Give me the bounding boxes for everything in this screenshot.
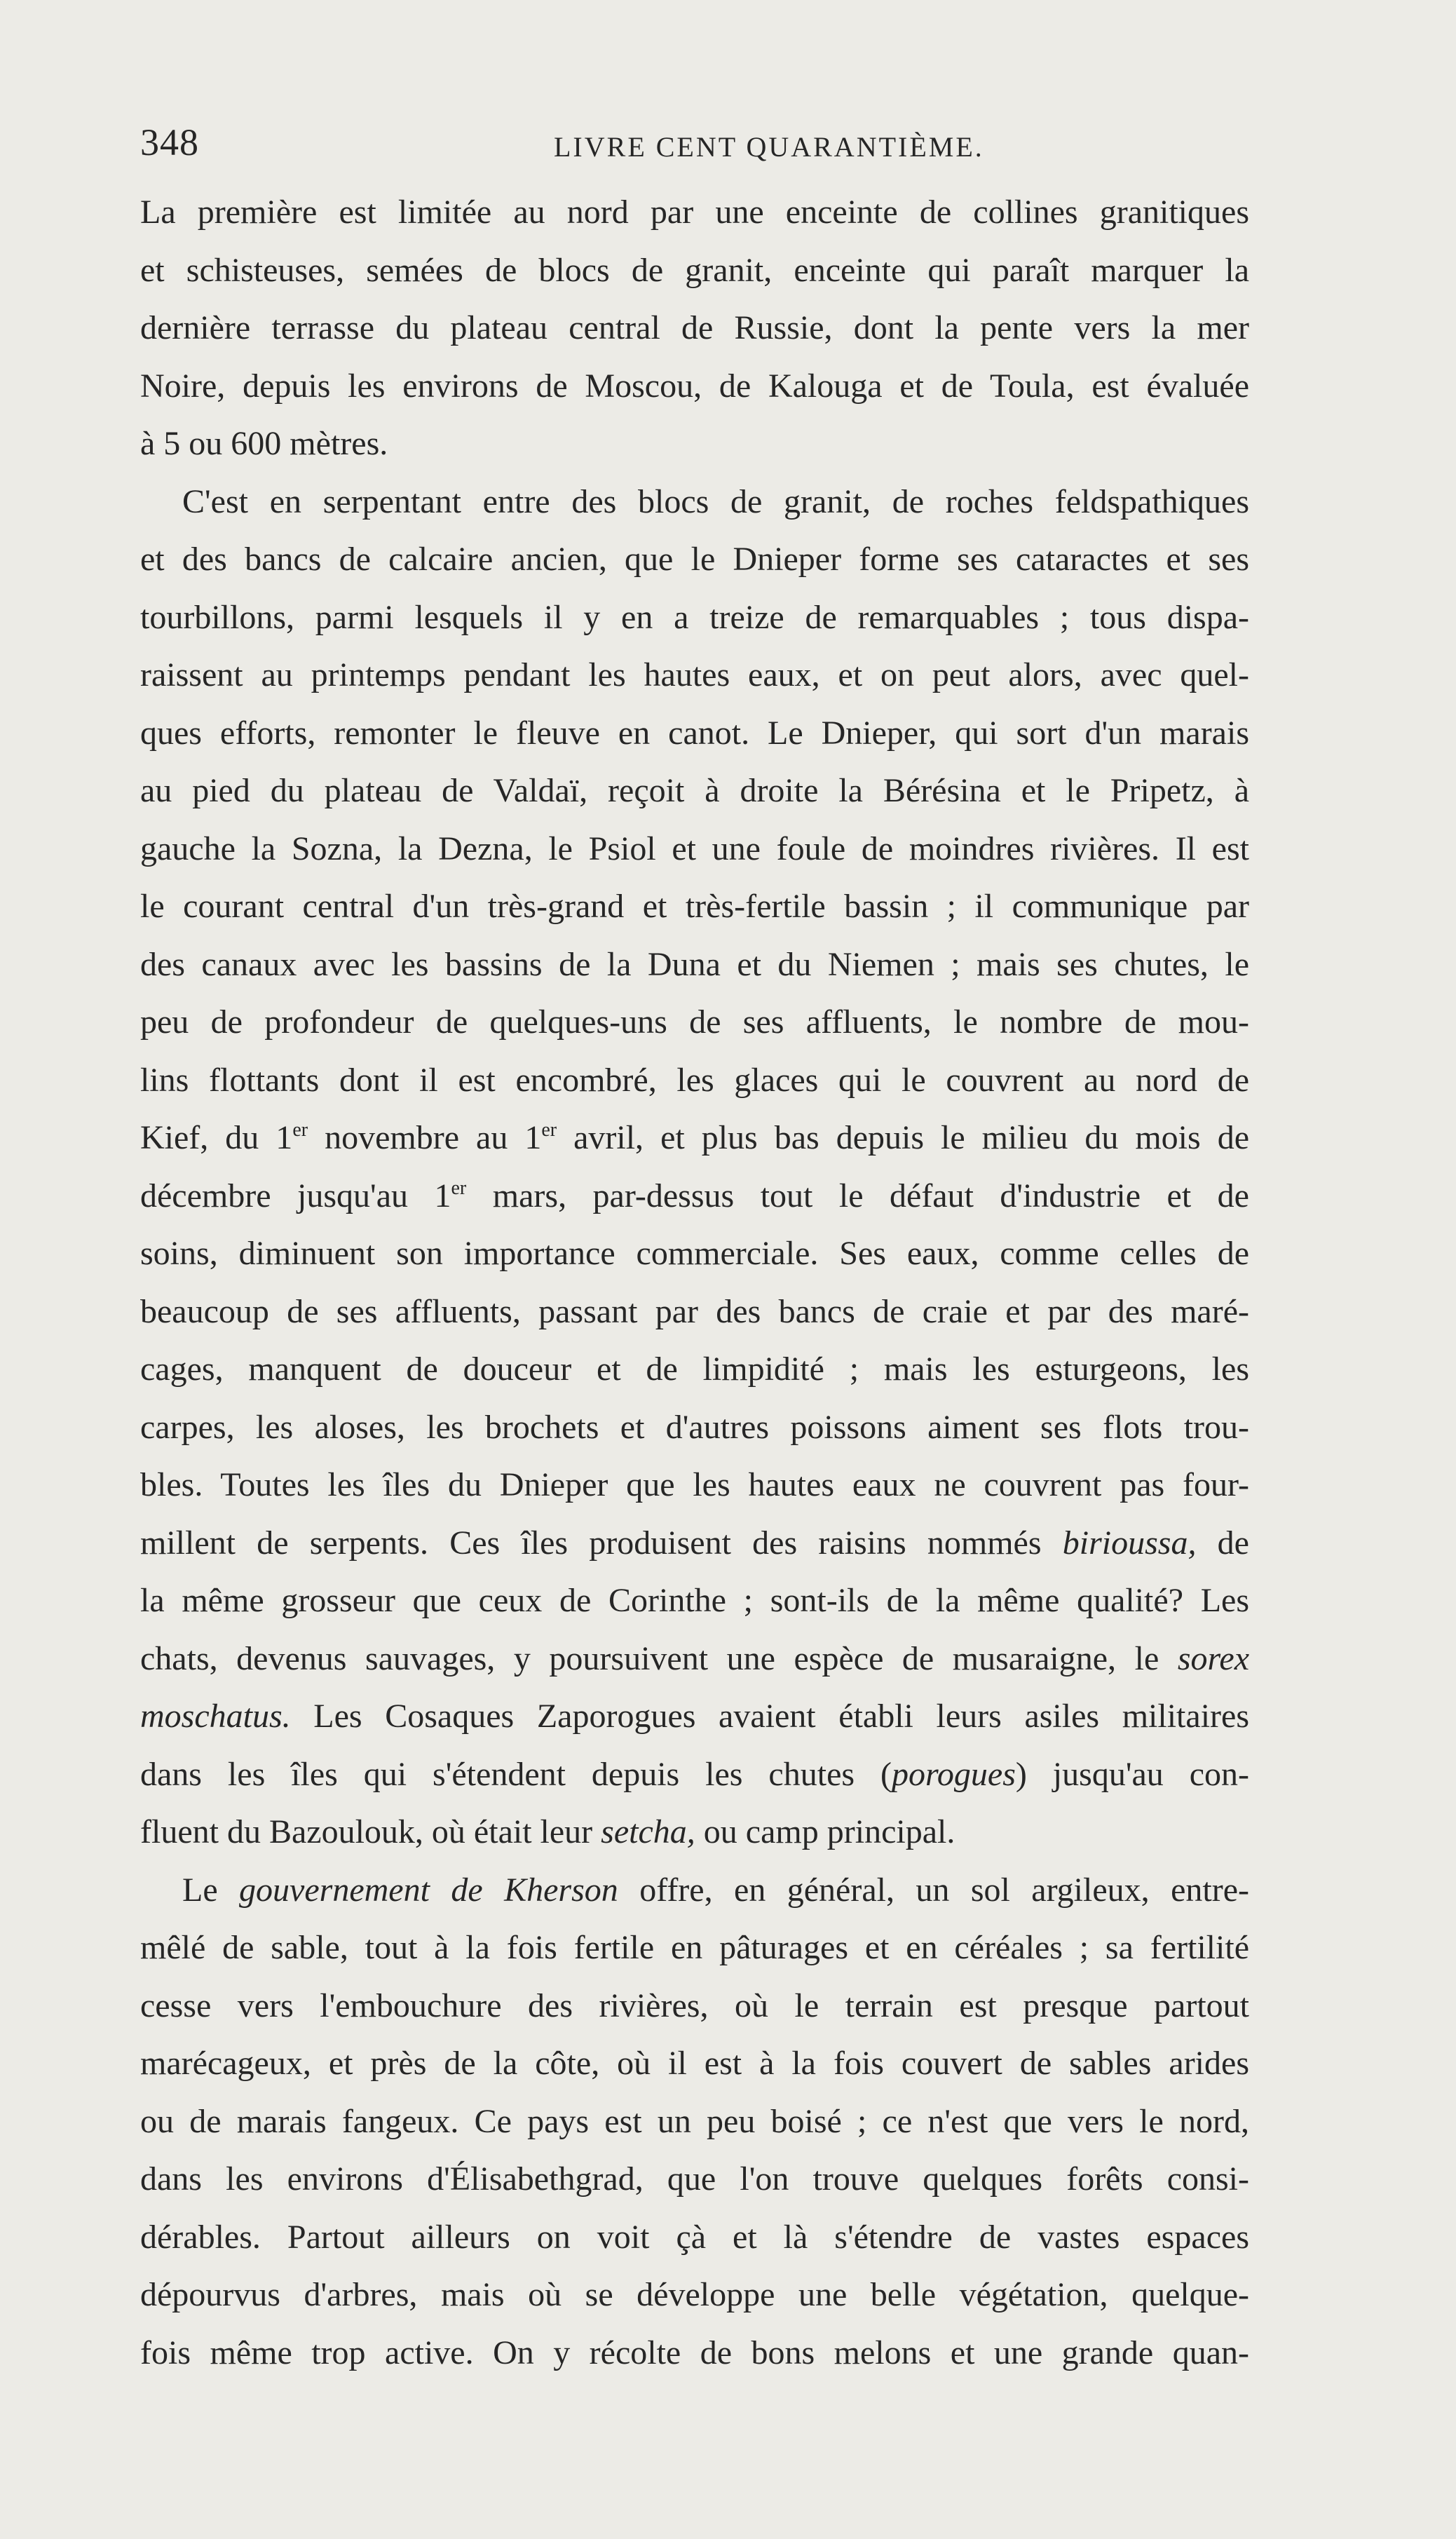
text-line: La première est limitée au nord par une enceinte de collines granitiques [140,194,1249,231]
text-line: cages, manquent de douceur et de limpidité ; mais les esturgeons, les [140,1350,1249,1388]
text-line: lins flottants dont il est encombré, les glaces qui le couvrent au nord de [140,1061,1249,1099]
text-line: gauche la Sozna, la Dezna, le Psiol et une foule de moindres rivières. Il est [140,830,1249,867]
italic-term: setcha, [601,1813,695,1850]
running-head: LIVRE CENT QUARANTIÈME. [554,131,984,163]
text-line [140,1167,1249,1226]
text-line: dernière terrasse du plateau central de Russie, dont la pente vers la mer [140,309,1249,346]
page-header [140,121,1248,170]
text-segment: Le [182,1871,240,1909]
text-line: ques efforts, remonter le fleuve en canot. Le Dnieper, qui sort d'un marais [140,714,1249,752]
body-text [140,184,1249,2382]
text-line: dépourvus d'arbres, mais où se développe une belle végétation, quelque- [140,2276,1249,2313]
text-line: ou de marais fangeux. Ce pays est un peu boisé ; ce n'est que vers le nord, [140,2102,1249,2140]
text-segment: millent de serpents. Ces îles produisent des raisins nommés [140,1524,1063,1562]
text-line [140,1630,1249,1688]
text-segment: chats, devenus sauvages, y poursuivent une espèce de musaraigne, le [140,1639,1178,1677]
text-line [140,1515,1249,1573]
text-line [140,1109,1249,1167]
text-line: la même grosseur que ceux de Corinthe ; sont-ils de la même qualité? Les [140,1582,1249,1619]
text-segment: Les Cosaques Zaporogues avaient établi leurs asiles militaires [290,1698,1249,1735]
text-line: tourbillons, parmi lesquels il y en a treize de remarquables ; tous dispa- [140,598,1249,636]
text-line: beaucoup de ses affluents, passant par des bancs de craie et par des maré- [140,1292,1249,1330]
text-line: et des bancs de calcaire ancien, que le Dnieper forme ses cataractes et ses [140,541,1249,578]
text-line [140,1746,1249,1804]
text-line: raissent au printemps pendant les hautes eaux, et on peut alors, avec quel- [140,656,1249,693]
superscript: er [292,1119,308,1141]
text-segment: de [1196,1524,1249,1562]
text-segment: fluent du Bazoulouk, où était leur [140,1813,601,1850]
text-line: Noire, depuis les environs de Moscou, de Kalouga et de Toula, est évaluée [140,367,1249,405]
superscript: er [541,1119,557,1141]
text-line: peu de profondeur de quelques-uns de ses affluents, le nombre de mou- [140,1003,1249,1041]
italic-term: sorex [1177,1639,1249,1677]
text-line: dans les environs d'Élisabethgrad, que l'on trouve quelques forêts consi- [140,2160,1249,2198]
superscript: er [451,1177,467,1199]
text-line: fois même trop active. On y récolte de bons melons et une grande quan- [140,2334,1249,2371]
text-line [140,1803,1249,1862]
text-segment: avril, et plus bas depuis le milieu du mois de [557,1119,1250,1156]
text-segment: mars, par-dessus tout le défaut d'industrie et de [466,1177,1249,1214]
text-segment: Kief, du 1 [140,1119,293,1156]
text-line: des canaux avec les bassins de la Duna et du Niemen ; mais ses chutes, le [140,945,1249,983]
text-line: cesse vers l'embouchure des rivières, où le terrain est presque partout [140,1986,1249,2024]
text-line: mêlé de sable, tout à la fois fertile en pâturages et en céréales ; sa fertilité [140,1929,1249,1966]
text-segment: dans les îles qui s'étendent depuis les chutes ( [140,1755,892,1793]
text-line: bles. Toutes les îles du Dnieper que les hautes eaux ne couvrent pas four- [140,1466,1249,1503]
text-segment: novembre au 1 [308,1119,542,1156]
italic-term: porogues [891,1755,1016,1793]
text-line: à 5 ou 600 mètres. [140,425,388,462]
text-line: au pied du plateau de Valdaï, reçoit à droite la Bérésina et le Pripetz, à [140,772,1249,809]
text-line [140,1862,1249,1920]
text-line [140,1688,1249,1746]
page-number: 348 [140,121,199,163]
italic-term: gouvernement de Kherson [239,1871,618,1909]
text-line: carpes, les aloses, les brochets et d'autres poissons aiment ses flots trou- [140,1408,1249,1446]
text-line: C'est en serpentant entre des blocs de granit, de roches feldspathiques [182,482,1249,520]
text-line: marécageux, et près de la côte, où il est à la fois couvert de sables arides [140,2045,1249,2082]
text-line: le courant central d'un très-grand et très-fertile bassin ; il communique par [140,888,1249,925]
text-line: dérables. Partout ailleurs on voit çà et là s'étendre de vastes espaces [140,2218,1249,2256]
text-line: et schisteuses, semées de blocs de granit, enceinte qui paraît marquer la [140,251,1249,289]
text-segment: ou camp principal. [695,1813,955,1850]
text-segment: offre, en général, un sol argileux, entre- [618,1871,1249,1909]
text-segment: décembre jusqu'au 1 [140,1177,451,1214]
italic-term: moschatus. [140,1698,291,1735]
text-segment: ) jusqu'au con- [1015,1755,1249,1793]
italic-term: birioussa, [1062,1524,1197,1562]
text-line: soins, diminuent son importance commerciale. Ses eaux, comme celles de [140,1235,1249,1272]
